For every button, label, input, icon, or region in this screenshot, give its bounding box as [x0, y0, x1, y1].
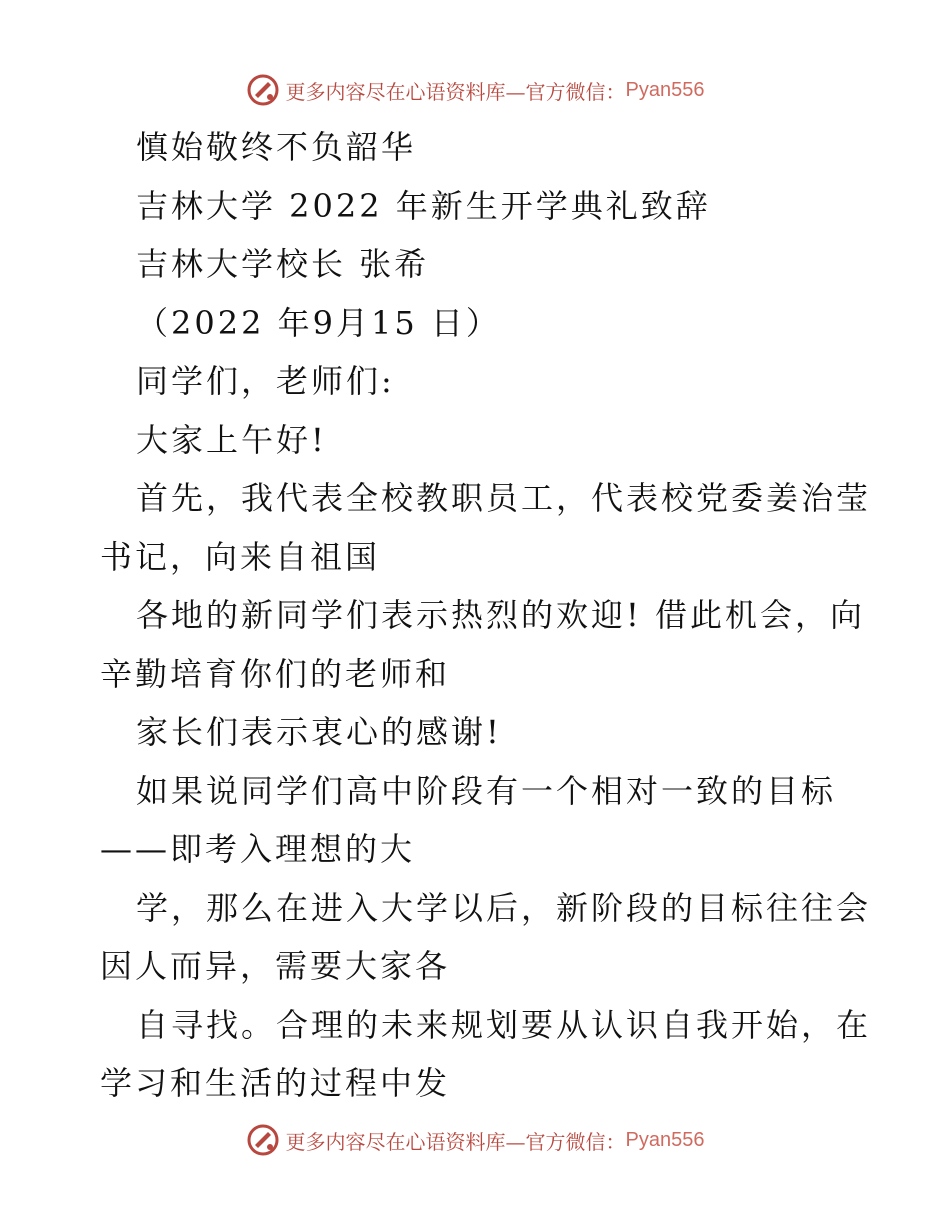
watermark-text: 更多内容尽在心语资料库—官方微信：: [285, 79, 626, 104]
text-line: 学，那么在进入大学以后，新阶段的目标往往会: [136, 888, 872, 927]
text-line: 大家上午好!: [136, 420, 327, 459]
text-line: 慎始敬终不负韶华: [136, 128, 417, 166]
document-body: [100, 118, 870, 1113]
text-line: 首先，我代表全校教职员工，代表校党委姜治莹: [136, 479, 872, 517]
text-line: ——即考入理想的大: [100, 830, 416, 868]
header-watermark: [0, 70, 950, 110]
text-line: 如果说同学们高中阶段有一个相对一致的目标: [136, 771, 837, 810]
text-line: 书记，向来自祖国: [100, 537, 381, 576]
text-line: 学习和生活的过程中发: [100, 1064, 451, 1102]
text-line: 自寻找。合理的未来规划要从认识自我开始，在: [136, 1005, 872, 1044]
text-line: 辛勤培育你们的老师和: [100, 654, 451, 693]
text-line: （2022 年9月15 日）: [136, 303, 501, 342]
logo-icon: [246, 1123, 280, 1157]
logo-icon: [246, 73, 280, 107]
footer-watermark: [0, 1120, 950, 1160]
text-line: 吉林大学校长 张希: [136, 245, 430, 283]
watermark-wechat-id: Pyan556: [625, 78, 705, 101]
text-line: 同学们，老师们:: [136, 362, 395, 400]
watermark-text: 更多内容尽在心语资料库—官方微信：: [285, 1129, 626, 1154]
text-line: 吉林大学 2022 年新生开学典礼致辞: [136, 186, 711, 225]
text-line: 各地的新同学们表示热烈的欢迎! 借此机会，向: [136, 596, 866, 634]
text-line: 因人而异，需要大家各: [100, 947, 451, 985]
text-line: 家长们表示衷心的感谢!: [136, 713, 502, 751]
watermark-wechat-id: Pyan556: [625, 1128, 705, 1151]
